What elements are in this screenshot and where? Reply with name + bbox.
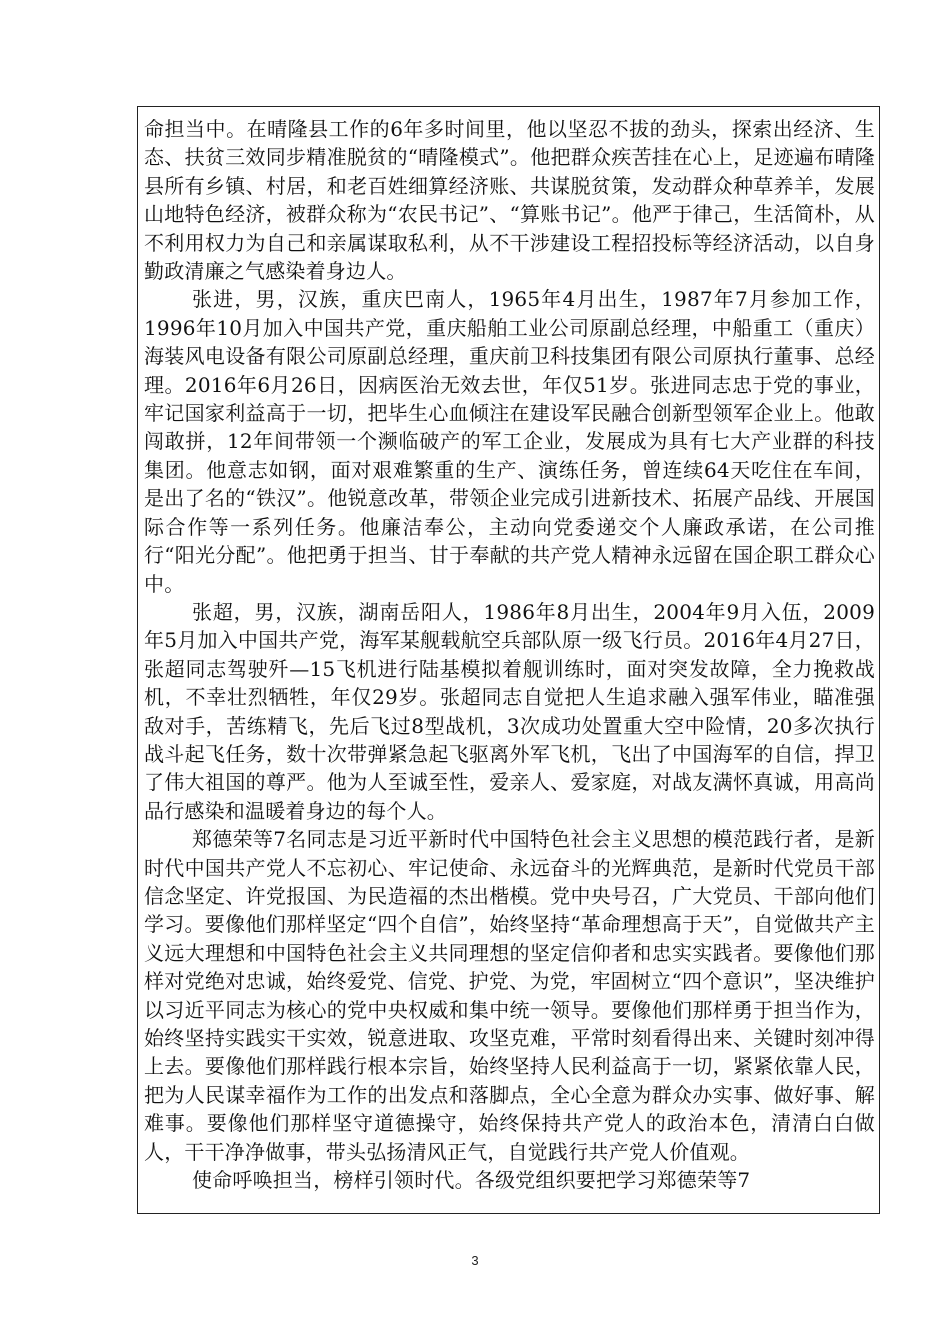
page-number: 3 [471, 1253, 479, 1268]
paragraph-qinglong-model: 命担当中。在晴隆县工作的6年多时间里，他以坚忍不拔的劲头，探索出经济、生态、扶贫三效同步精准脱贫的“晴隆模式”。他把群众疾苦挂在心上，足迹遍布晴隆县所有乡镇、村居，和老百姓细算经济账、共谋脱贫策，发动群众种草养羊，发展山地特色经济，被群众称为“农民书记”、“算账书记”。他严于律己，生活简朴，从不利用权力为自己和亲属谋取私利，从不干涉建设工程招投标等经济活动，以自身勤政清廉之气感染着身边人。 [144, 117, 875, 284]
paragraph-zhang-jin: 张进，男，汉族，重庆巴南人，1965年4月出生，1987年7月参加工作，1996年10月加入中国共产党，重庆船舶工业公司原副总经理，中船重工（重庆）海装风电设备有限公司原副总经理，重庆前卫科技集团有限公司原执行董事、总经理。2016年6月26日，因病医治无效去世，年仅51岁。张进同志忠于党的事业，牢记国家利益高于一切，把毕生心血倾注在建设军民融合创新型领军企业上。他敢闯敢拼，12年间带领一个濒临破产的军工企业，发展成为具有七大产业群的科技集团。他意志如钢，面对艰难繁重的生产、演练任务，曾连续64天吃住在车间，是出了名的“铁汉”。他锐意改革，带领企业完成引进新技术、拓展产品线、开展国际合作等一系列任务。他廉洁奉公，主动向党委递交个人廉政承诺，在公司推行“阳光分配”。他把勇于担当、甘于奉献的共产党人精神永远留在国企职工群众心中。 [144, 287, 875, 596]
paragraph-learning-call: 郑德荣等7名同志是习近平新时代中国特色社会主义思想的模范践行者，是新时代中国共产党人不忘初心、牢记使命、永远奋斗的光辉典范，是新时代党员干部信念坚定、许党报国、为民造福的杰出楷模。党中央号召，广大党员、干部向他们学习。要像他们那样坚定“四个自信”，始终坚持“革命理想高于天”，自觉做共产主义远大理想和中国特色社会主义共同理想的坚定信仰者和忠实实践者。要像他们那样对党绝对忠诚，始终爱党、信党、护党、为党，牢固树立“四个意识”，坚决维护以习近平同志为核心的党中央权威和集中统一领导。要像他们那样勇于担当作为，始终坚持实践实干实效，锐意进取、攻坚克难，平常时刻看得出来、关键时刻冲得上去。要像他们那样践行根本宗旨，始终坚持人民利益高于一切，紧紧依靠人民，把为人民谋幸福作为工作的出发点和落脚点，全心全意为群众办实事、做好事、解难事。要像他们那样坚守道德操守，始终保持共产党人的政治本色，清清白白做人，干干净净做事，带头弘扬清风正气，自觉践行共产党人价值观。 [144, 827, 875, 1164]
paragraph-mission-calls: 使命呼唤担当，榜样引领时代。各级党组织要把学习郑德荣等7 [192, 1168, 751, 1193]
document-text-frame [137, 106, 880, 1214]
paragraph-zhang-chao: 张超，男，汉族，湖南岳阳人，1986年8月出生，2004年9月入伍，2009年5月加入中国共产党，海军某舰载航空兵部队原一级飞行员。2016年4月27日，张超同志驾驶歼—15飞机进行陆基模拟着舰训练时，面对突发故障，全力挽救战机，不幸壮烈牺牲，年仅29岁。张超同志自觉把人生追求融入强军伟业，瞄准强敌对手，苦练精飞，先后飞过8型战机，3次成功处置重大空中险情，20多次执行战斗起飞任务，数十次带弹紧急起飞驱离外军飞机，飞出了中国海军的自信，捍卫了伟大祖国的尊严。他为人至诚至性，爱亲人、爱家庭，对战友满怀真诚，用高尚品行感染和温暖着身边的每个人。 [144, 599, 875, 823]
